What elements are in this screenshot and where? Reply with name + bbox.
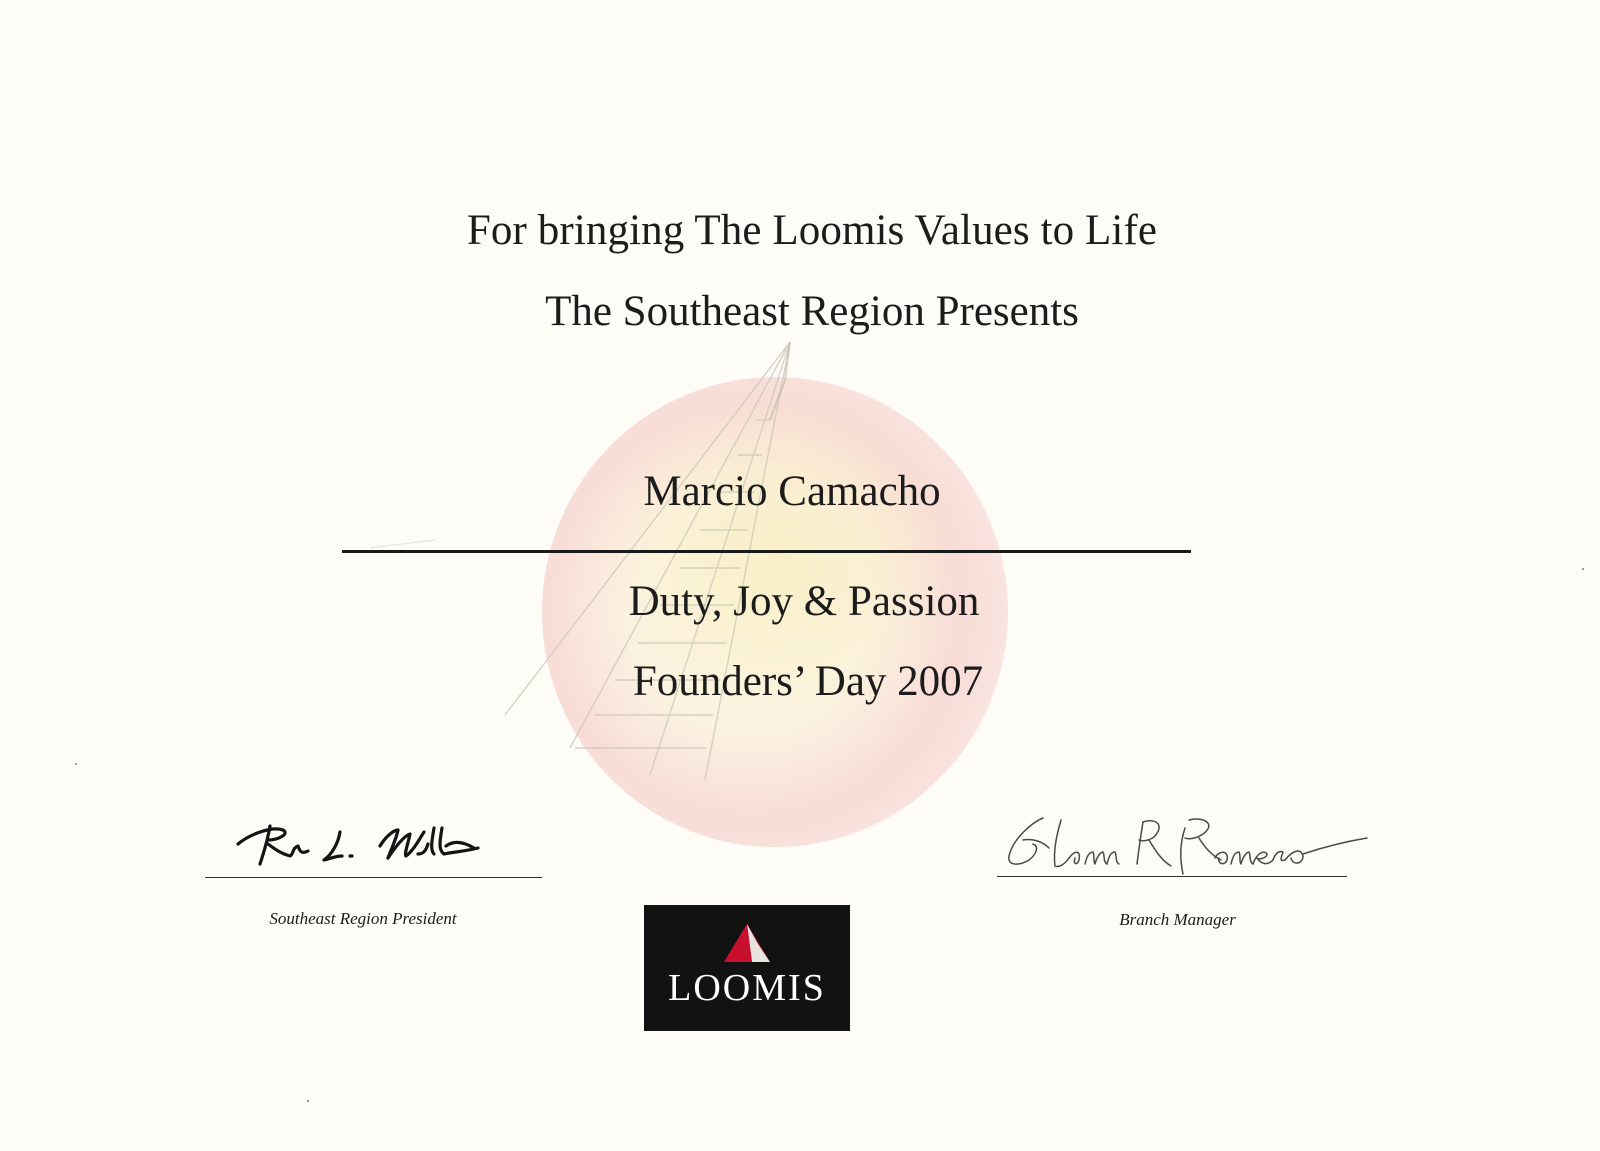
- paper-speck: [1582, 568, 1584, 570]
- president-signature: [228, 818, 498, 866]
- recipient-underline: [342, 550, 1191, 553]
- loomis-logo-text: LOOMIS: [668, 967, 826, 1009]
- presenter-line: The Southeast Region Presents: [545, 288, 1079, 335]
- paper-speck: [75, 763, 77, 765]
- event-title: Founders’ Day 2007: [632, 658, 984, 705]
- award-title: Duty, Joy & Passion: [628, 578, 980, 625]
- president-title: Southeast Region President: [269, 909, 457, 928]
- loomis-triangle-icon: [722, 922, 772, 964]
- loomis-logo: [644, 905, 850, 1031]
- paper-speck: [307, 1100, 309, 1102]
- recipient-name: Marcio Camacho: [643, 468, 941, 515]
- branch-manager-signature: [1003, 808, 1373, 886]
- branch-manager-signature-line: [997, 876, 1347, 877]
- presentation-heading: For bringing The Loomis Values to Life: [466, 207, 1158, 254]
- president-signature-line: [205, 877, 542, 878]
- branch-manager-title: Branch Manager: [1119, 910, 1236, 929]
